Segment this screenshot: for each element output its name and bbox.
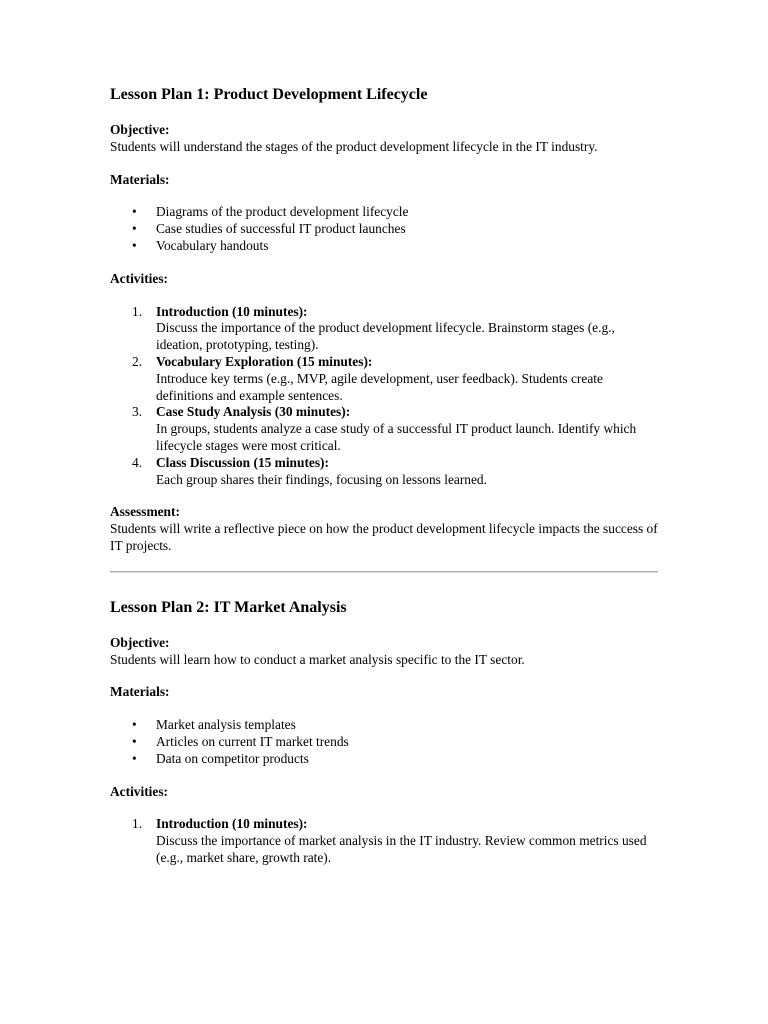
activity-number: 1. (132, 303, 143, 319)
activity-item (132, 816, 658, 866)
activity-item (132, 454, 658, 489)
activities-list (110, 304, 658, 489)
materials-item: • Market analysis templates (156, 717, 658, 734)
activity-title: Introduction (10 minutes): (156, 303, 308, 319)
activity-text: Each group shares their findings, focusing on lessons learned. (156, 471, 487, 487)
activity-number: 2. (132, 353, 143, 369)
document-page (110, 84, 658, 867)
activity-title: Introduction (10 minutes): (156, 816, 308, 832)
section-divider (110, 571, 658, 573)
assessment-label: Assessment: (110, 504, 180, 520)
lesson-plan-1-title: Lesson Plan 1: Product Development Lifecycle (110, 86, 428, 103)
activities-label: Activities: (110, 270, 169, 286)
activity-item (132, 353, 658, 404)
materials-item: • Vocabulary handouts (156, 238, 658, 255)
activity-text: Discuss the importance of market analysis in the IT industry. Review common metrics used (e.g., market share, growth rate). (156, 833, 647, 865)
objective-text: Students will learn how to conduct a market analysis specific to the IT sector. (110, 651, 525, 667)
activity-item (132, 303, 658, 354)
materials-label: Materials: (110, 171, 170, 187)
activity-title: Case Study Analysis (30 minutes): (156, 404, 351, 420)
activities-list (110, 816, 658, 866)
assessment-text: Students will write a reflective piece on how the product development lifecycle impacts the success of IT projects. (110, 521, 658, 553)
objective-label: Objective: (110, 634, 170, 650)
activity-number: 1. (132, 816, 143, 832)
materials-list (110, 204, 658, 254)
activity-text: In groups, students analyze a case study of a successful IT product launch. Identify which lifecycle stages were most critical. (156, 421, 637, 453)
activity-number: 4. (132, 454, 143, 470)
objective-label: Objective: (110, 122, 170, 137)
activity-number: 3. (132, 404, 143, 420)
lesson-plan-2-title: Lesson Plan 2: IT Market Analysis (110, 598, 347, 616)
materials-item: • Data on competitor products (156, 751, 658, 768)
activity-item (132, 404, 658, 454)
lesson-plan-2 (110, 597, 658, 867)
activity-title: Class Discussion (15 minutes): (156, 454, 329, 470)
objective-text: Students will understand the stages of the product development lifecycle in the IT industry. (110, 138, 598, 154)
activity-text: Introduce key terms (e.g., MVP, agile development, user feedback). Students create definitions and example sentences. (156, 370, 603, 403)
materials-list (110, 717, 658, 767)
activities-label: Activities: (110, 783, 169, 799)
materials-item: • Case studies of successful IT product launches (156, 221, 658, 238)
materials-item: • Diagrams of the product development lifecycle (156, 204, 658, 221)
materials-label: Materials: (110, 684, 170, 700)
activity-title: Vocabulary Exploration (15 minutes): (156, 353, 373, 369)
lesson-plan-1 (110, 84, 658, 555)
materials-item: • Articles on current IT market trends (156, 734, 658, 751)
activity-text: Discuss the importance of the product development lifecycle. Brainstorm stages (e.g., ideation, prototyping, testing). (156, 320, 615, 353)
